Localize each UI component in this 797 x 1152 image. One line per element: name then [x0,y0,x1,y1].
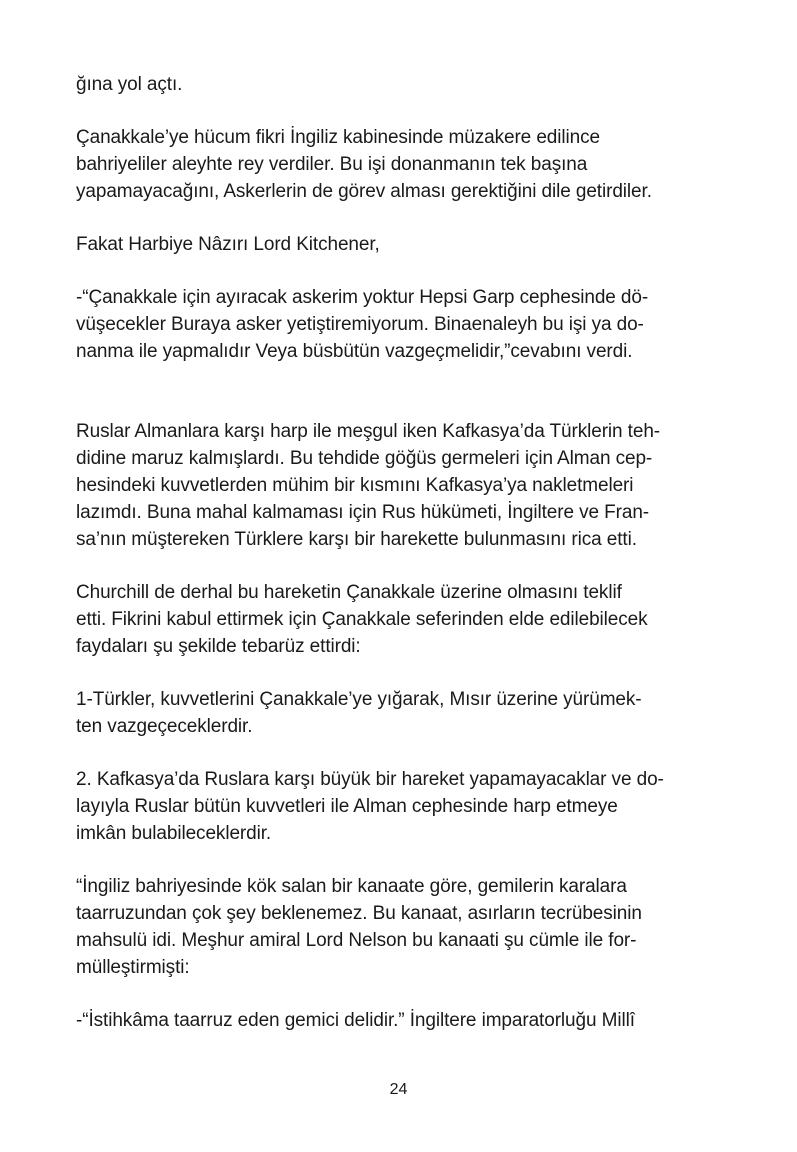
text-line: Fakat Harbiye Nâzırı Lord Kitchener, [76,234,380,255]
text-line: imkân bulabileceklerdir. [76,823,272,844]
paragraph [76,873,726,981]
text-line: 1-Türkler, kuvvetlerini Çanakkale’ye yığarak, Mısır üzerine yürümek- [76,689,642,710]
text-line: layıyla Ruslar bütün kuvvetleri ile Alman cephesinde harp etmeye [76,796,618,817]
text-line: lazımdı. Buna mahal kalmaması için Rus hükümeti, İngiltere ve Fran- [76,502,650,523]
text-line: mahsulü idi. Meşhur amiral Lord Nelson bu kanaati şu cümle ile for- [76,930,637,951]
paragraph [76,418,726,553]
text-line: vüşecekler Buraya asker yetiştiremiyorum. Binaenaleyh bu işi ya do- [76,314,644,335]
text-line: taarruzundan çok şey beklenemez. Bu kanaat, asırların tecrübesinin [76,903,642,924]
paragraph [76,766,726,847]
text-line: Churchill de derhal bu hareketin Çanakkale üzerine olmasını teklif [76,582,622,603]
paragraph [76,686,726,740]
text-line: mülleştirmişti: [76,957,190,978]
text-line: bahriyeliler aleyhte rey verdiler. Bu işi donanmanın tek başına [76,154,588,175]
text-line: Ruslar Almanlara karşı harp ile meşgul iken Kafkasya’da Türklerin teh- [76,421,661,442]
text-line: etti. Fikrini kabul ettirmek için Çanakkale seferinden elde edilebilecek [76,609,648,630]
text-line: ten vazgeçeceklerdir. [76,716,253,737]
text-line: faydaları şu şekilde tebarüz ettirdi: [76,636,361,657]
paragraph [76,284,726,365]
paragraph [76,1007,726,1034]
text-line: didine maruz kalmışlardı. Bu tehdide göğüs germeleri için Alman cep- [76,448,653,469]
paragraph [76,71,726,98]
paragraph [76,231,726,258]
text-line: yapamayacağını, Askerlerin de görev alması gerektiğini dile getirdiler. [76,181,652,202]
page-body [76,71,726,1034]
text-line: -“Çanakkale için ayıracak askerim yoktur Hepsi Garp cephesinde dö- [76,287,649,308]
text-line: hesindeki kuvvetlerden mühim bir kısmını Kafkasya’ya nakletmeleri [76,475,634,496]
text-line: “İngiliz bahriyesinde kök salan bir kanaate göre, gemilerin karalara [76,876,627,897]
paragraph [76,579,726,660]
text-line: ğına yol açtı. [76,74,183,95]
text-line: 2. Kafkasya’da Ruslara karşı büyük bir hareket yapamayacaklar ve do- [76,769,664,790]
paragraph [76,124,726,205]
page-number: 24 [389,1081,408,1098]
text-line: Çanakkale’ye hücum fikri İngiliz kabinesinde müzakere edilince [76,127,600,148]
text-line: -“İstihkâma taarruz eden gemici delidir.” İngiltere imparatorluğu Millî [76,1010,635,1031]
text-line: sa’nın müştereken Türklere karşı bir harekette bulunmasını rica etti. [76,529,637,550]
text-line: nanma ile yapmalıdır Veya büsbütün vazgeçmelidir,”cevabını verdi. [76,341,633,362]
